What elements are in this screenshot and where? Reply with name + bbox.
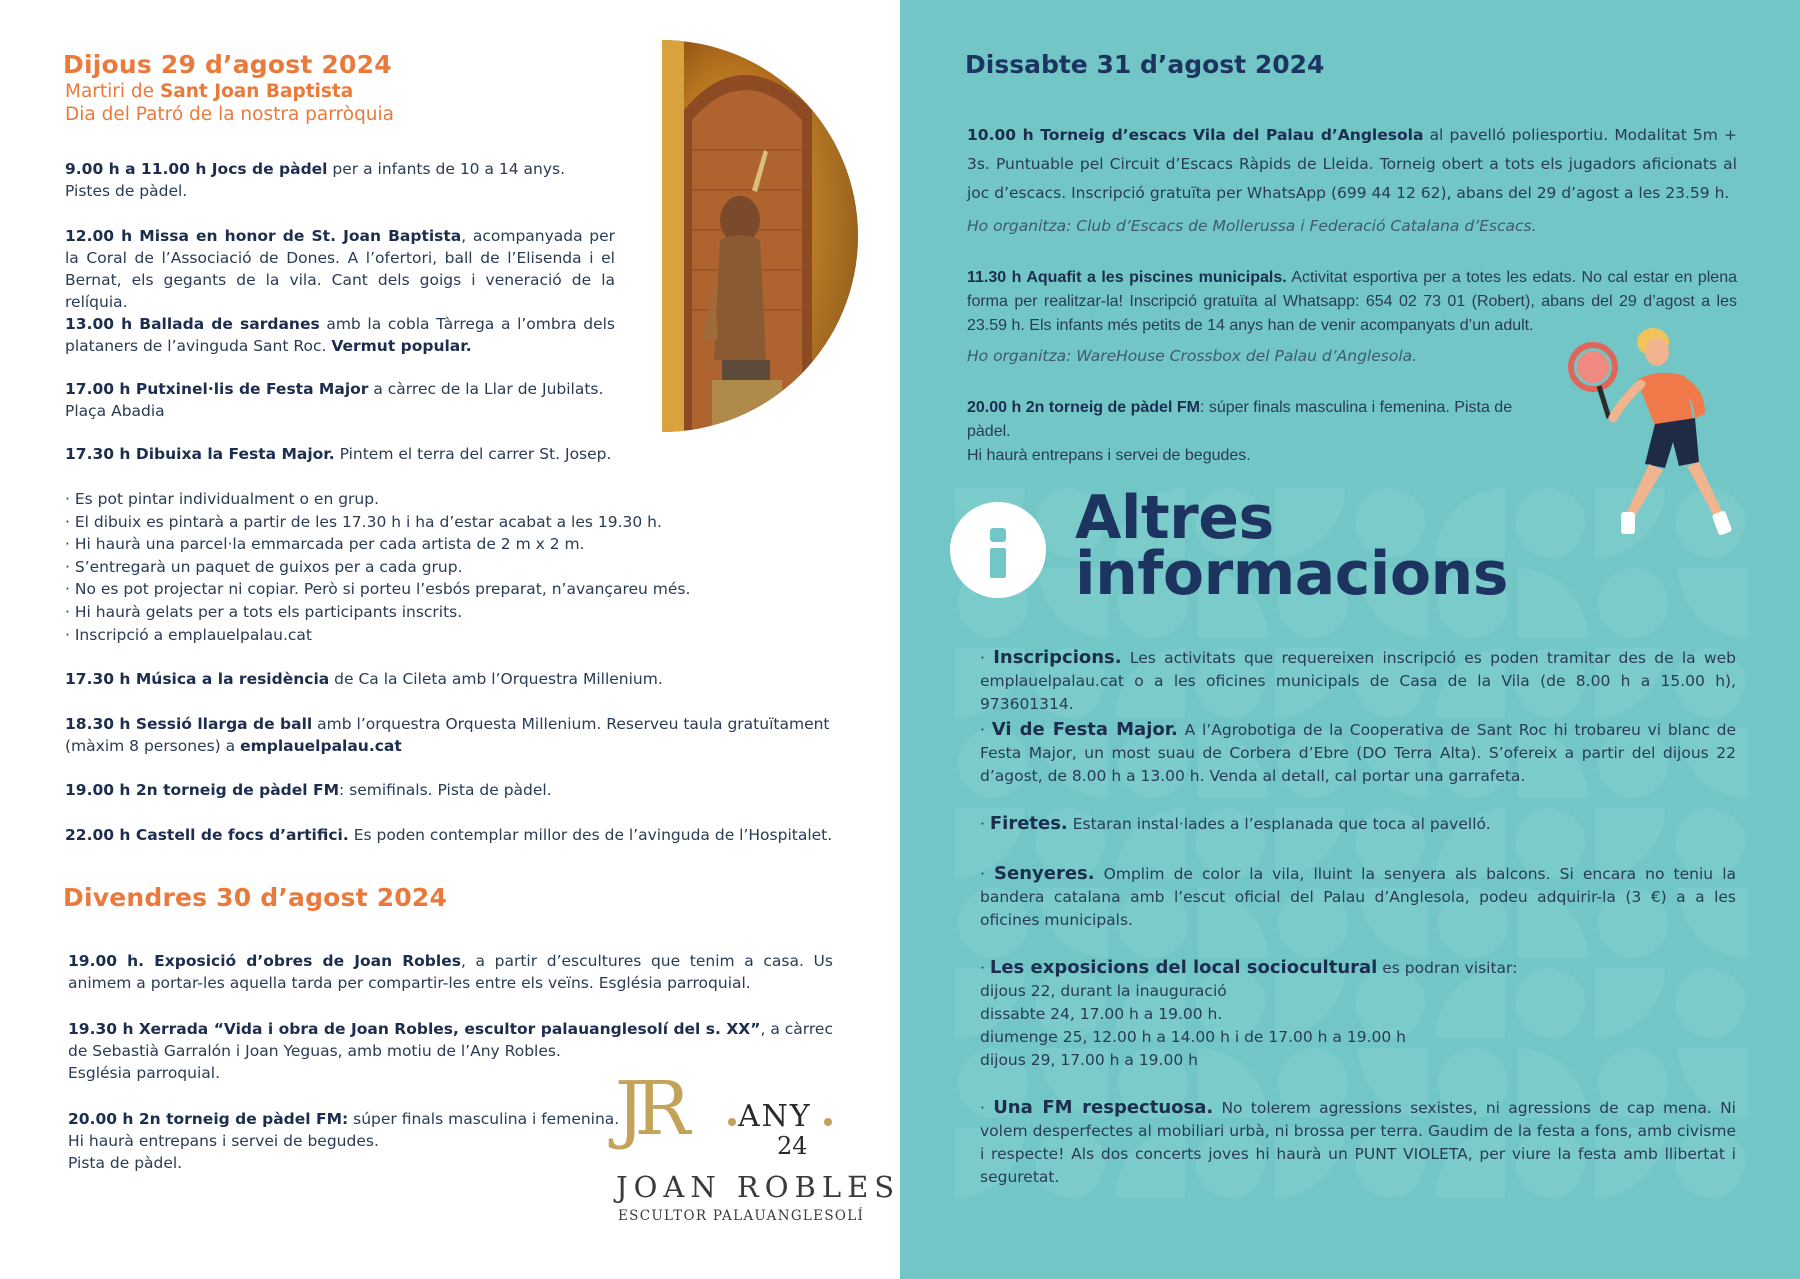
event-extra: Plaça Abadia — [65, 402, 165, 420]
event-extra: Hi haurà entrepans i servei de begudes. — [967, 447, 1251, 464]
info-title — [1075, 483, 1508, 609]
event-putxinellis — [65, 378, 615, 422]
any-robles-logo — [600, 1066, 901, 1238]
info-exposicions: · Les exposicions del local sociocultural es podran visitar: dijous 22, durant la inauguració dissabte 24, 17.00 h a 19.00 h. diumenge 25, 12.00 h a 14.00 h i de 17.00 h a 19.00 h dijous 29, 17.00 h a 19.00 h — [980, 956, 1736, 1072]
rule-item: · Hi haurà gelats per a tots els participants inscrits. — [65, 601, 690, 624]
logo-name: JOAN ROBLES — [616, 1170, 901, 1204]
info-lead: Firetes. — [989, 813, 1068, 834]
rule-item: · Hi haurà una parcel·la emmarcada per cada artista de 2 m x 2 m. — [65, 533, 690, 556]
info-text: A l’Agrobotiga de la Cooperativa de Sant Roc hi trobareu vi blanc de Festa Major, un most suau de Corbera d’Ebre (DO Terra Alta). S’ofereix a partir del dijous 22 d’agost, de 8.00 h a 13.00 h. Venda al detall, cal portar una garrafeta. — [980, 721, 1736, 785]
info-text: No tolerem agressions sexistes, ni agressions de cap mena. Ni volem desperfectes al mobiliari urbà, ni brossa per terra. Gaudim de la festa a fons, amb civisme i respecte! Als dos concerts joves hi haurà un PUNT VIOLETA, per viure la festa amb llibertat i seguretat. — [980, 1099, 1736, 1186]
event-tail: emplauelpalau.cat — [240, 737, 402, 755]
info-lead: Senyeres. — [994, 863, 1095, 884]
event-text: al pavelló poliesportiu. Modalitat 5m + 3s. Puntuable pel Circuit d’Escacs Ràpids de Lleida. Torneig obert a tots els jugadors aficionats al joc d’escacs. Inscripció gratuïta per WhatsApp (699 44 12 62), abans del 29 d’agost a les 23.59 h. — [967, 126, 1738, 202]
saturday-title: Dissabte 31 d’agost 2024 — [965, 50, 1325, 79]
event-extra: Pistes de pàdel. — [65, 182, 188, 200]
event-lead: 12.00 h Missa en honor de St. Joan Baptista — [65, 227, 462, 245]
info-title-line-2: informacions — [1075, 539, 1508, 609]
info-text: Les activitats que requereixen inscripció es poden tramitar des de la web emplauelpalau.cat o a les oficines municipals de Casa de la Vila (de 8.00 h a 15.00 h), 973601314. — [980, 649, 1736, 713]
event-castell-focs — [65, 824, 835, 846]
event-sardanes — [65, 313, 615, 357]
event-lead: 19.00 h. Exposició d’obres de Joan Robles — [68, 952, 461, 970]
dibuixa-rules-list — [65, 488, 690, 646]
right-panel — [900, 0, 1800, 1279]
event-extra: Església parroquial. — [68, 1064, 221, 1082]
event-exposicio — [68, 950, 833, 994]
event-lead: 9.00 h a 11.00 h Jocs de pàdel — [65, 160, 328, 178]
event-text: amb la cobla Tàrrega a l’ombra dels plataners de l’avinguda Sant Roc. — [65, 315, 616, 355]
exposition-date: dijous 29, 17.00 h a 19.00 h — [980, 1051, 1198, 1069]
info-senyeres: · Senyeres. Omplim de color la vila, lluint la senyera als balcons. Si encara no teniu la bandera catalana amb l’escut oficial del Palau d’Anglesola, podeu adquirir-la (3 €) a a les oficines municipals. — [980, 863, 1736, 929]
rule-item: · El dibuix es pintarà a partir de les 17.30 h i ha d’estar acabat a les 19.30 h. — [65, 511, 690, 534]
info-lead: Una FM respectuosa. — [993, 1097, 1214, 1118]
event-lead: 20.00 h 2n torneig de pàdel FM — [967, 399, 1200, 416]
event-sessio-ball — [65, 713, 835, 757]
info-icon-stem — [990, 548, 1006, 578]
info-lead: Vi de Festa Major. — [991, 719, 1178, 740]
logo-any: ANY — [738, 1099, 812, 1134]
event-dibuixa — [65, 443, 835, 465]
event-lead: 18.30 h Sessió llarga de ball — [65, 715, 313, 733]
exposition-date: dijous 22, durant la inauguració — [980, 982, 1227, 1000]
event-text: per a infants de 10 a 14 anys. — [327, 160, 566, 178]
event-lead: 17.30 h Dibuixa la Festa Major. — [65, 445, 335, 463]
event-text: Es poden contemplar millor des de l’avinguda de l’Hospitalet. — [348, 826, 833, 844]
event-text: de Ca la Cileta amb l’Orquestra Millenium. — [329, 670, 663, 688]
event-lead: 20.00 h 2n torneig de pàdel FM: — [68, 1110, 349, 1128]
info-icon-dot — [990, 528, 1006, 542]
info-title-line-1: Altres — [1075, 483, 1274, 553]
subtitle-prefix: Martiri de — [65, 81, 160, 102]
logo-year: 24 — [777, 1132, 808, 1160]
friday-title: Divendres 30 d’agost 2024 — [63, 883, 448, 912]
event-lead: 13.00 h Ballada de sardanes — [65, 315, 320, 333]
event-padel-semifinals — [65, 779, 835, 801]
info-firetes: · Firetes. Estaran instal·lades a l’esplanada que toca al pavelló. — [980, 813, 1491, 834]
rule-item: · Es pot pintar individualment o en grup. — [65, 488, 690, 511]
info-text: Estaran instal·lades a l’esplanada que toca al pavelló. — [1067, 815, 1491, 833]
rule-item: · Inscripció a emplauelpalau.cat — [65, 624, 690, 647]
event-lead: 19.00 h 2n torneig de pàdel FM — [65, 781, 340, 799]
event-missa — [65, 225, 615, 313]
event-text: , a partir d’escultures que tenim a casa. Us animem a portar-les aquella tarda per compartir-les entre els veïns. Església parroquial. — [68, 952, 833, 992]
event-text: Pintem el terra del carrer St. Josep. — [334, 445, 612, 463]
event-padel-saturday — [967, 396, 1547, 468]
exposition-date: diumenge 25, 12.00 h a 14.00 h i de 17.00 h a 19.00 h — [980, 1028, 1406, 1046]
event-escacs — [967, 121, 1737, 208]
thursday-subtitle — [65, 80, 353, 103]
event-aquafit-organizer: Ho organitza: WareHouse Crossbox del Palau d’Anglesola. — [967, 347, 1418, 365]
logo-monogram: JR — [615, 1066, 681, 1152]
event-tail: Vermut popular. — [331, 337, 472, 355]
logo-dot — [824, 1118, 832, 1126]
logo-role: ESCULTOR PALAUANGLESOLÍ — [618, 1208, 865, 1224]
event-text: : semifinals. Pista de pàdel. — [339, 781, 552, 799]
rule-item: · No es pot projectar ni copiar. Però si porteu l’esbós preparat, n’avançareu més. — [65, 578, 690, 601]
event-text: , a càrrec de Sebastià Garralón i Joan Yeguas, amb motiu de l’Any Robles. — [68, 1020, 833, 1060]
padel-player-illustration — [1565, 322, 1770, 552]
event-lead: 11.30 h Aquafit a les piscines municipals. — [967, 269, 1287, 286]
thursday-subtitle-2: Dia del Patró de la nostra parròquia — [65, 104, 395, 125]
info-lead: Inscripcions. — [993, 647, 1122, 668]
info-text: Omplim de color la vila, lluint la senyera als balcons. Si encara no teniu la bandera catalana amb l’escut oficial del Palau d’Anglesola, podeu adquirir-la (3 €) a a les oficines municipals. — [980, 865, 1736, 929]
info-lead: Les exposicions del local sociocultural — [989, 957, 1378, 978]
event-text: amb l’orquestra Orquesta Millenium. Reserveu taula gratuïtament (màxim 8 persones) a — [65, 715, 830, 755]
event-lead: 10.00 h Torneig d’escacs Vila del Palau d’Anglesola — [967, 126, 1424, 144]
event-text: Activitat esportiva per a totes les edats. No cal estar en plena forma per realitzar-la! Inscripció gratuïta al Whatsapp: 654 02 73 01 (Robert), abans del 29 d’agost a les 23.59 h. Els infants més petits de 14 anys han de venir acompanyats d’un adult. — [967, 269, 1737, 334]
statue-illustration — [662, 40, 862, 432]
event-padel-kids — [65, 158, 615, 202]
event-escacs-organizer: Ho organitza: Club d’Escacs de Mollerussa i Federació Catalana d’Escacs. — [967, 217, 1537, 235]
event-text: , acompanyada per la Coral de l’Associació de Dones. A l’ofertori, ball de l’Elisenda i el Bernat, els gegants de la vila. Cant dels goigs i veneració de la relíquia. — [65, 227, 615, 311]
event-text: súper finals masculina i femenina. — [348, 1110, 620, 1128]
event-text: a càrrec de la Llar de Jubilats. — [368, 380, 604, 398]
event-musica-residencia — [65, 668, 835, 690]
logo-dot — [728, 1118, 736, 1126]
rule-item: · S’entregarà un paquet de guixos per a cada grup. — [65, 556, 690, 579]
event-lead: 17.00 h Putxinel·lis de Festa Major — [65, 380, 369, 398]
exposition-date: dissabte 24, 17.00 h a 19.00 h. — [980, 1005, 1223, 1023]
saint-statue-image — [662, 40, 862, 432]
event-lead: 19.30 h Xerrada “Vida i obra de Joan Robles, escultor palauanglesolí del s. XX” — [68, 1020, 761, 1038]
thursday-title: Dijous 29 d’agost 2024 — [63, 50, 392, 79]
event-extra: Hi haurà entrepans i servei de begudes. — [68, 1132, 379, 1150]
info-text: es podran visitar: — [1377, 959, 1518, 977]
event-padel-finals — [68, 1108, 628, 1174]
event-text: : súper finals masculina i femenina. Pista de pàdel. — [967, 399, 1513, 440]
info-fm-respectuosa: · Una FM respectuosa. No tolerem agressions sexistes, ni agressions de cap mena. Ni volem desperfectes al mobiliari urbà, ni brossa per terra. Gaudim de la festa a fons, amb civisme i respecte! Als dos concerts joves hi haurà un PUNT VIOLETA, per viure la festa amb llibertat i seguretat. — [980, 1097, 1736, 1186]
info-icon — [950, 502, 1046, 598]
info-vi-festa-major: · Vi de Festa Major. A l’Agrobotiga de la Cooperativa de Sant Roc hi trobareu vi blanc de Festa Major, un most suau de Corbera d’Ebre (DO Terra Alta). S’ofereix a partir del dijous 22 d’agost, de 8.00 h a 13.00 h. Venda al detall, cal portar una garrafeta. — [980, 719, 1736, 785]
event-extra: Pista de pàdel. — [68, 1154, 183, 1172]
event-lead: 22.00 h Castell de focs d’artifici. — [65, 826, 349, 844]
event-lead: 17.30 h Música a la residència — [65, 670, 330, 688]
info-inscripcions: · Inscripcions. Les activitats que requereixen inscripció es poden tramitar des de la web emplauelpalau.cat o a les oficines municipals de Casa de la Vila (de 8.00 h a 15.00 h), 973601314. — [980, 647, 1736, 713]
subtitle-saint: Sant Joan Baptista — [159, 81, 354, 102]
